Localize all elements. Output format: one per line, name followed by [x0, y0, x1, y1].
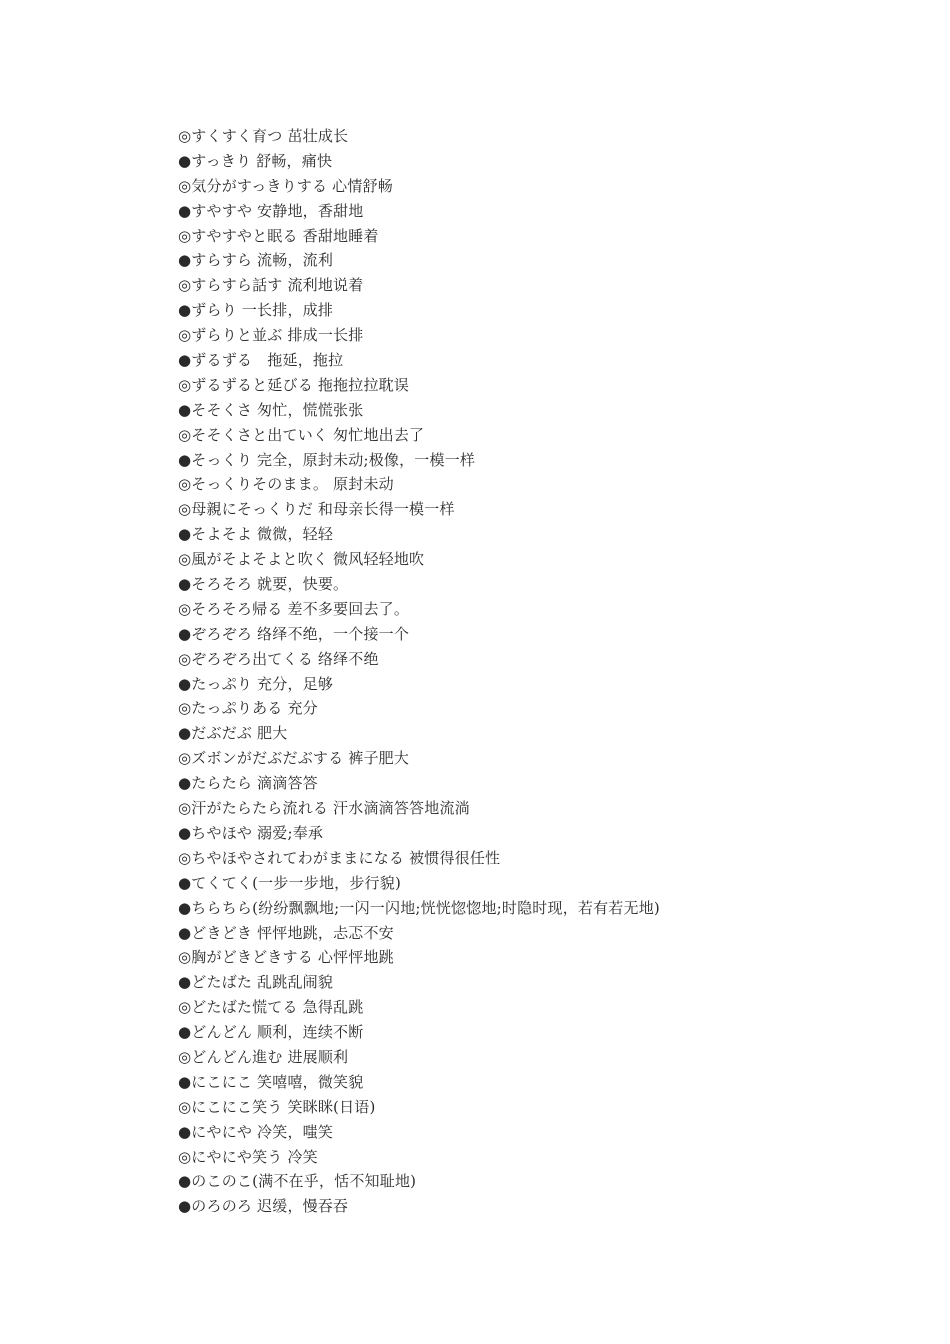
- list-item: ●たっぷり 充分，足够: [178, 674, 334, 693]
- list-item: ◎そろそろ帰る 差不多要回去了。: [178, 599, 410, 618]
- list-item: ◎胸がどきどきする 心怦怦地跳: [178, 948, 394, 967]
- list-item: ◎そっくりそのまま。 原封未动: [178, 475, 394, 494]
- list-item: ◎母親にそっくりだ 和母亲长得一模一样: [178, 500, 455, 519]
- list-item: ●そよそよ 微微，轻轻: [178, 525, 334, 544]
- list-item: ●ぞろぞろ 络绎不绝，一个接一个: [178, 624, 410, 643]
- list-item: ◎ズボンがだぶだぶする 裤子肥大: [178, 749, 410, 768]
- list-item: ◎そそくさと出ていく 匆忙地出去了: [178, 425, 425, 444]
- list-item: ●ずるずる 拖延，拖拉: [178, 351, 344, 370]
- list-item: ●どたばた 乱跳乱闹貌: [178, 973, 334, 992]
- list-item: ●どんどん 顺利，连续不断: [178, 1023, 364, 1042]
- list-item: ◎ちやほやされてわがままになる 被惯得很任性: [178, 848, 501, 867]
- list-item: ●ちやほや 溺爱;奉承: [178, 823, 324, 842]
- list-item: ●のろのろ 迟缓，慢吞吞: [178, 1197, 349, 1216]
- list-item: ◎汗がたらたら流れる 汗水滴滴答答地流淌: [178, 799, 470, 818]
- list-item: ◎にやにや笑う 冷笑: [178, 1147, 318, 1166]
- list-item: ◎すやすやと眠る 香甜地睡着: [178, 226, 379, 245]
- list-item: ◎すらすら話す 流利地说着: [178, 276, 364, 295]
- list-item: ◎ずるずると延びる 拖拖拉拉耽误: [178, 375, 410, 394]
- vocabulary-list: [178, 124, 878, 1219]
- list-item: ◎にこにこ笑う 笑眯眯(日语): [178, 1097, 376, 1116]
- list-item: ●すっきり 舒畅，痛快: [178, 151, 333, 170]
- list-item: ●そそくさ 匆忙，慌慌张张: [178, 400, 364, 419]
- list-item: ●そっくり 完全，原封未动;极像，一模一样: [178, 450, 476, 469]
- list-item: ◎どんどん進む 进展顺利: [178, 1047, 349, 1066]
- list-item: ◎ずらりと並ぶ 排成一长排: [178, 326, 364, 345]
- list-item: ◎たっぷりある 充分: [178, 699, 318, 718]
- list-item: ●のこのこ(满不在乎，恬不知耻地): [178, 1172, 417, 1191]
- list-item: ◎どたばた慌てる 急得乱跳: [178, 998, 364, 1017]
- list-item: ●すらすら 流畅，流利: [178, 251, 334, 270]
- list-item: ●にやにや 冷笑，嗤笑: [178, 1122, 334, 1141]
- list-item: ●だぶだぶ 肥大: [178, 724, 288, 743]
- list-item: ◎風がそよそよと吹く 微风轻轻地吹: [178, 550, 425, 569]
- list-item: ◎ぞろぞろ出てくる 络绎不绝: [178, 649, 379, 668]
- list-item: ●そろそろ 就要，快要。: [178, 575, 349, 594]
- list-item: ●たらたら 滴滴答答: [178, 774, 318, 793]
- list-item: ◎気分がすっきりする 心情舒畅: [178, 176, 393, 195]
- list-item: ●ずらり 一长排，成排: [178, 301, 334, 320]
- list-item: ●にこにこ 笑嘻嘻，微笑貌: [178, 1072, 364, 1091]
- list-item: ●てくてく(一步一步地，步行貌): [178, 873, 401, 892]
- list-item: ●どきどき 怦怦地跳，忐忑不安: [178, 923, 394, 942]
- list-item: ●すやすや 安静地，香甜地: [178, 201, 364, 220]
- list-item: ◎すくすく育つ 茁壮成长: [178, 127, 349, 145]
- list-item: ●ちらちら(纷纷飘飘地;一闪一闪地;恍恍惚惚地;时隐时现，若有若无地): [178, 898, 660, 917]
